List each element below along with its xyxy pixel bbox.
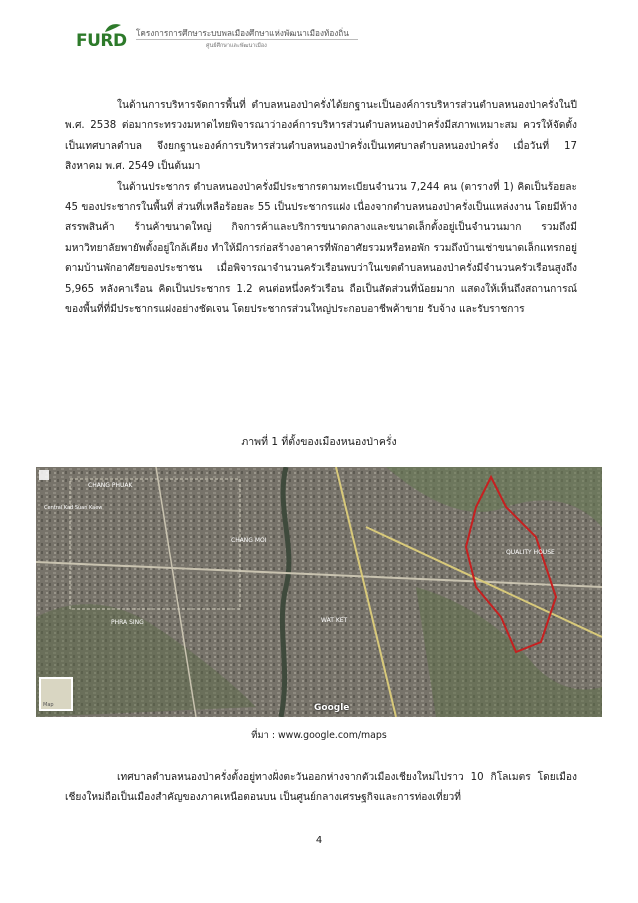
satellite-map[interactable] bbox=[36, 467, 602, 717]
closing-paragraph-block bbox=[65, 768, 577, 809]
fullscreen-button[interactable] bbox=[39, 470, 49, 480]
map-label: Central Kad Suan Kaew bbox=[44, 505, 103, 511]
figure-caption: ภาพที่ 1 ที่ตั้งของเมืองหนองป่าครั่ง bbox=[241, 436, 397, 448]
figure-source: ที่มา : www.google.com/maps bbox=[251, 730, 387, 741]
google-watermark: Google bbox=[314, 703, 350, 713]
header-subtitle: ศูนย์ศึกษาและพัฒนาเมือง bbox=[206, 43, 267, 49]
map-image bbox=[36, 467, 602, 717]
body-paragraphs bbox=[65, 96, 577, 320]
map-type-thumbnail[interactable] bbox=[39, 677, 73, 711]
logo-text: FURD bbox=[76, 31, 127, 51]
paragraph-population: ในด้านประชากร ตำบลหนองป่าครั่งมีประชากรตามทะเบียนจำนวน 7,244 คน (ตารางที่ 1) คิดเป็นร้อยละ 45 ของประชากรในพื้นที่ ส่วนที่เหลือร้อยละ 55 เป็นประชากรแฝง เนื่องจากตำบลหนองป่าครั่งเป็นแหล่งงาน โดยมีห้างสรรพสินค้า ร้านค้าขนาดใหญ่ กิจการค้าและบริการขนาดกลางและขนาดเล็กตั้งอยู่เป็นจำนวนมาก รวมถึงมีมหาวิทยาลัยพายัพตั้งอยู่ใกล้เคียง ทำให้มีการก่อสร้างอาคารที่พักอาศัยรวมหรือหอพัก รวมถึงบ้านเช่าขนาดเล็กแทรกอยู่ตามบ้านพักอาศัยของประชาชน เมื่อพิจารณาจำนวนครัวเรือนพบว่าในเขตตำบลหนองป่าครั่งมีจำนวนครัวเรือนสูงถึง 5,965 หลังคาเรือน คิดเป็นประชากร 1.2 คนต่อหนึ่งครัวเรือน ถือเป็นสัดส่วนที่น้อยมาก แสดงให้เห็นถึงสถานการณ์ของพื้นที่ที่มีประชากรแฝงอย่างชัดเจน โดยประชากรส่วนใหญ่ประกอบอาชีพค้าขาย รับจ้าง และรับราชการ bbox=[65, 181, 577, 316]
thumbnail-label: Map bbox=[43, 702, 54, 708]
furd-logo bbox=[76, 22, 134, 54]
map-label: CHANG MOI bbox=[231, 537, 267, 544]
map-label: WAT KET bbox=[321, 617, 348, 624]
header-title: โครงการการศึกษาระบบพลเมืองศึกษาแห่งพัฒนาเมืองท้องถิ่น bbox=[136, 28, 349, 38]
page-number: 4 bbox=[315, 835, 323, 846]
header-divider bbox=[136, 39, 358, 40]
map-label: CHANG PHUAK bbox=[88, 482, 133, 489]
paragraph-administration: ในด้านการบริหารจัดการพื้นที่ ตำบลหนองป่าครั่งได้ยกฐานะเป็นองค์การบริหารส่วนตำบลหนองป่าครั่งในปี พ.ศ. 2538 ต่อมากระทรวงมหาดไทยพิจารณาว่าองค์การบริหารส่วนตำบลหนองป่าครั่งมีสภาพเหมาะสม ควรให้จัดตั้งเป็นเทศบาลตำบล จึงยกฐานะองค์การบริหารส่วนตำบลหนองป่าครั่งเป็นเทศบาลตำบลหนองป่าครั่ง เมื่อวันที่ 17 สิงหาคม พ.ศ. 2549 เป็นต้นมา bbox=[65, 100, 577, 173]
map-label: QUALITY HOUSE bbox=[506, 549, 555, 556]
page-header bbox=[76, 22, 436, 58]
map-label: PHRA SING bbox=[111, 619, 144, 626]
paragraph-location: เทศบาลตำบลหนองป่าครั่งตั้งอยู่ทางฝั่งตะวันออกห่างจากตัวเมืองเชียงใหม่ไปราว 10 กิโลเมตร โดยเมืองเชียงใหม่ถือเป็นเมืองสำคัญของภาคเหนือตอนบน เป็นศูนย์กลางเศรษฐกิจและการท่องเที่ยวที่ bbox=[65, 772, 577, 804]
